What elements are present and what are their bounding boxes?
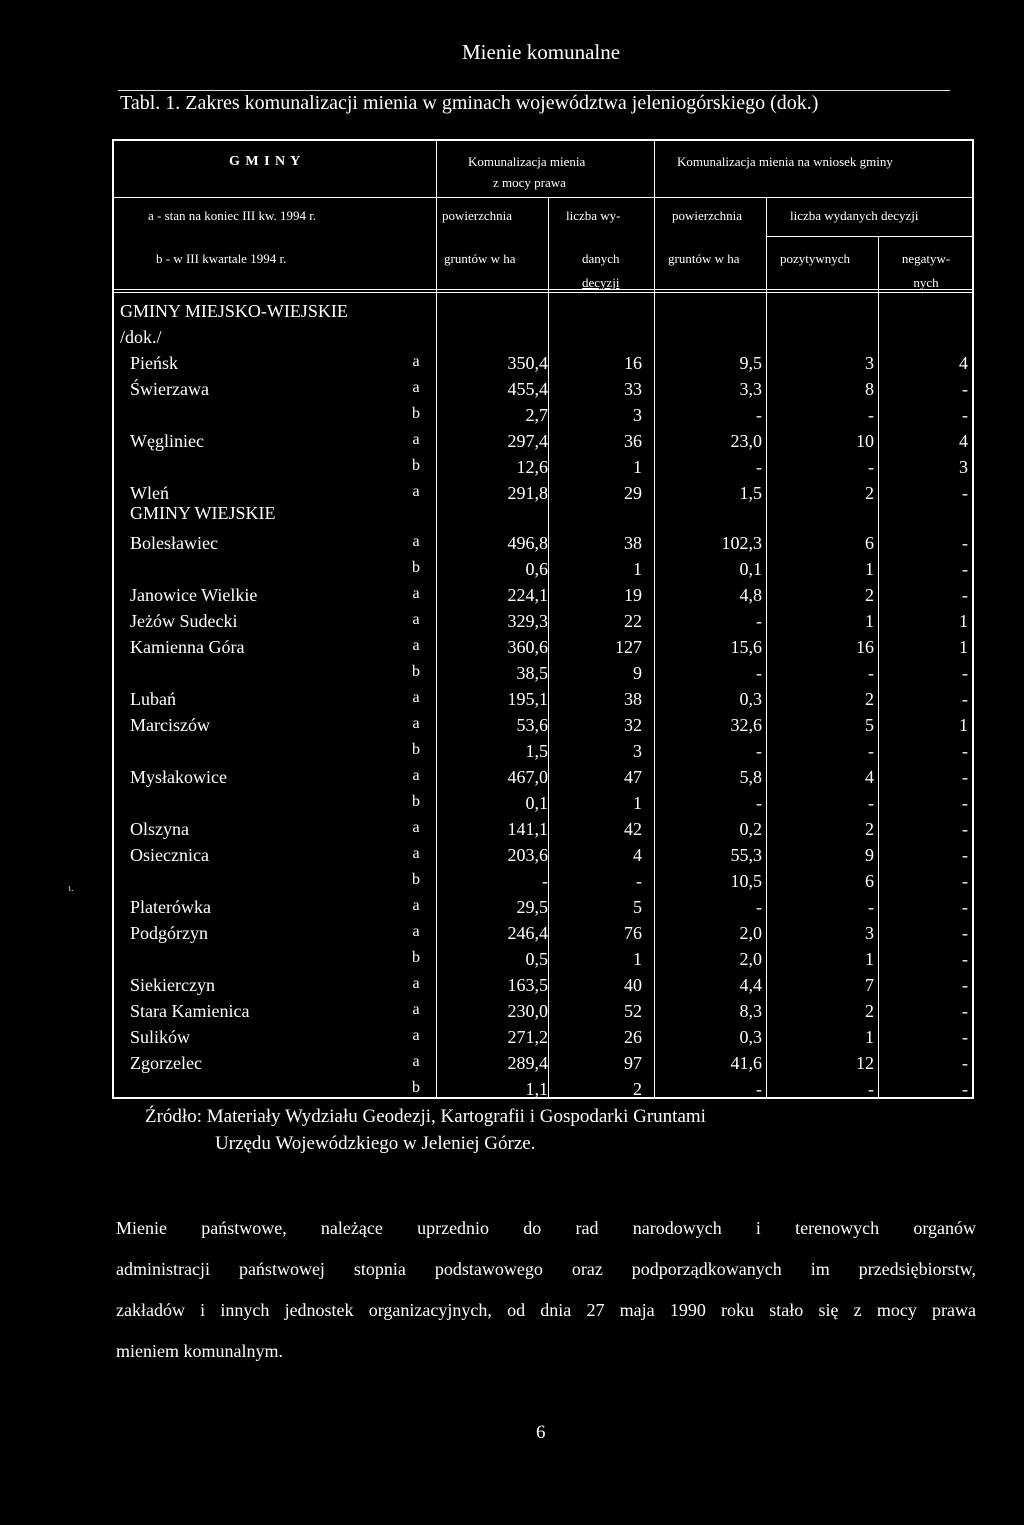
row-gmina-name: Kamienna Góra — [130, 637, 245, 657]
cell-decisions-law: 52 — [624, 1001, 642, 1021]
cell-decisions-law: - — [636, 871, 642, 891]
cell-positive: 1 — [865, 611, 874, 631]
cell-negative: - — [962, 405, 968, 425]
cell-negative: 4 — [959, 431, 968, 451]
cell-decisions-law: 1 — [633, 457, 642, 477]
cell-area-request: 4,4 — [739, 975, 762, 995]
cell-negative: - — [962, 897, 968, 917]
cell-area-law: 271,2 — [507, 1027, 548, 1047]
row-gmina-name: Pieńsk — [130, 353, 179, 373]
table-row — [114, 457, 976, 483]
cell-decisions-law: 32 — [624, 715, 642, 735]
cell-area-law: 297,4 — [507, 431, 548, 451]
cell-area-request: 0,2 — [739, 819, 762, 839]
cell-area-request: 0,3 — [739, 1027, 762, 1047]
cell-decisions-law: 16 — [624, 353, 642, 373]
cell-area-request: - — [756, 1079, 762, 1099]
cell-negative: - — [962, 1053, 968, 1073]
header-legend-b: b - w III kwartale 1994 r. — [156, 251, 287, 266]
cell-decisions-law: 36 — [624, 431, 642, 451]
cell-positive: - — [868, 457, 874, 477]
row-period-flag: a — [412, 689, 420, 706]
table-row — [114, 897, 976, 923]
cell-area-request: 4,8 — [739, 585, 762, 605]
cell-decisions-law: 3 — [633, 405, 642, 425]
row-period-flag: a — [412, 923, 420, 940]
table-row — [114, 405, 976, 431]
cell-negative: - — [962, 1001, 968, 1021]
cell-negative: - — [962, 741, 968, 761]
cell-positive: - — [868, 405, 874, 425]
cell-area-request: - — [756, 405, 762, 425]
row-period-flag: a — [412, 353, 420, 370]
cell-decisions-law: 33 — [624, 379, 642, 399]
row-period-flag: b — [412, 949, 420, 966]
cell-decisions-law: 9 — [633, 663, 642, 683]
cell-area-request: 3,3 — [739, 379, 762, 399]
cell-negative: - — [962, 1079, 968, 1099]
cell-negative: - — [962, 533, 968, 553]
cell-area-request: 0,1 — [739, 559, 762, 579]
cell-area-request: 1,5 — [739, 483, 762, 503]
row-period-flag: b — [412, 559, 420, 576]
header-liczba1-a: liczba wy- — [566, 208, 621, 223]
row-gmina-name: Bolesławiec — [130, 533, 218, 553]
cell-area-request: 41,6 — [730, 1053, 762, 1073]
table-row — [114, 533, 976, 559]
table-row — [114, 1079, 976, 1105]
cell-decisions-law: 38 — [624, 533, 642, 553]
row-gmina-name: Platerówka — [130, 897, 211, 917]
cell-positive: 3 — [865, 353, 874, 373]
cell-area-law: 329,3 — [507, 611, 548, 631]
table-row — [114, 1001, 976, 1027]
cell-negative: - — [962, 819, 968, 839]
cell-area-law: 203,6 — [507, 845, 548, 865]
row-period-flag: b — [412, 871, 420, 888]
cell-positive: 1 — [865, 949, 874, 969]
row-period-flag: a — [412, 819, 420, 836]
row-gmina-name: Marciszów — [130, 715, 210, 735]
data-table — [112, 139, 974, 1099]
cell-negative: - — [962, 379, 968, 399]
cell-positive: 16 — [856, 637, 874, 657]
row-gmina-name: Janowice Wielkie — [130, 585, 258, 605]
source-line-2: Urzędu Wojewódzkiego w Jeleniej Górze. — [215, 1133, 536, 1154]
cell-area-law: 1,1 — [525, 1079, 548, 1099]
table-row — [114, 585, 976, 611]
row-period-flag: b — [412, 405, 420, 422]
cell-decisions-law: 22 — [624, 611, 642, 631]
cell-area-law: 0,5 — [525, 949, 548, 969]
cell-decisions-law: 76 — [624, 923, 642, 943]
table-row — [114, 483, 976, 509]
cell-positive: 1 — [865, 559, 874, 579]
header-liczba1-b: danych — [582, 251, 620, 266]
cell-positive: - — [868, 897, 874, 917]
cell-area-request: - — [756, 457, 762, 477]
header-kom-z-mocy-1: Komunalizacja mienia — [468, 154, 586, 169]
paragraph-line: administracji państwowej stopnia podstawowego oraz podporządkowanych im przedsiębiorstw, — [116, 1259, 976, 1279]
row-gmina-name: Olszyna — [130, 819, 189, 839]
cell-negative: - — [962, 871, 968, 891]
header-pow1-a: powierzchnia — [442, 208, 513, 223]
cell-positive: 2 — [865, 689, 874, 709]
cell-area-law: 0,6 — [525, 559, 548, 579]
row-gmina-name: Siekierczyn — [130, 975, 215, 995]
table-row — [114, 871, 976, 897]
table-row — [114, 379, 976, 405]
cell-area-request: 2,0 — [739, 949, 762, 969]
stray-mark: ι. — [68, 882, 74, 894]
source-line-1: Źródło: Materiały Wydziału Geodezji, Kartografii i Gospodarki Gruntami — [145, 1106, 706, 1127]
page-number: 6 — [536, 1422, 546, 1443]
running-head: Mienie komunalne — [462, 40, 621, 64]
row-period-flag: b — [412, 741, 420, 758]
body-paragraph — [116, 1208, 976, 1372]
cell-negative: - — [962, 949, 968, 969]
cell-positive: 6 — [865, 533, 874, 553]
cell-area-request: 55,3 — [730, 845, 762, 865]
table-row — [114, 559, 976, 585]
cell-area-law: 230,0 — [507, 1001, 548, 1021]
cell-negative: - — [962, 585, 968, 605]
cell-positive: 2 — [865, 1001, 874, 1021]
header-poz: pozytywnych — [780, 251, 851, 266]
row-gmina-name: Wleń — [130, 483, 169, 503]
cell-positive: 2 — [865, 483, 874, 503]
cell-decisions-law: 3 — [633, 741, 642, 761]
cell-negative: - — [962, 483, 968, 503]
cell-positive: - — [868, 663, 874, 683]
table-title: Tabl. 1. Zakres komunalizacji mienia w gminach województwa jeleniogórskiego (dok.) — [120, 92, 819, 114]
cell-area-law: 0,1 — [525, 793, 548, 813]
cell-decisions-law: 47 — [624, 767, 642, 787]
row-period-flag: a — [412, 431, 420, 448]
cell-negative: - — [962, 793, 968, 813]
cell-area-law: 224,1 — [507, 585, 548, 605]
row-gmina-name: Zgorzelec — [130, 1053, 202, 1073]
cell-positive: - — [868, 741, 874, 761]
cell-area-law: 2,7 — [525, 405, 548, 425]
cell-decisions-law: 26 — [624, 1027, 642, 1047]
cell-negative: - — [962, 1027, 968, 1047]
cell-area-law: - — [542, 871, 548, 891]
source-note — [145, 1103, 706, 1157]
row-gmina-name: Sulików — [130, 1027, 191, 1047]
cell-decisions-law: 5 — [633, 897, 642, 917]
cell-area-request: 9,5 — [739, 353, 762, 373]
cell-positive: 10 — [856, 431, 874, 451]
table-row — [114, 923, 976, 949]
row-gmina-name: Stara Kamienica — [130, 1001, 250, 1021]
cell-positive: 6 — [865, 871, 874, 891]
cell-area-law: 38,5 — [516, 663, 548, 683]
cell-positive: - — [868, 793, 874, 813]
cell-negative: - — [962, 767, 968, 787]
cell-area-request: 32,6 — [730, 715, 762, 735]
cell-decisions-law: 127 — [615, 637, 642, 657]
cell-area-request: 102,3 — [721, 533, 762, 553]
table-row — [114, 1027, 976, 1053]
cell-area-request: 23,0 — [730, 431, 762, 451]
cell-decisions-law: 97 — [624, 1053, 642, 1073]
cell-area-law: 246,4 — [507, 923, 548, 943]
cell-positive: 2 — [865, 819, 874, 839]
cell-area-request: 5,8 — [739, 767, 762, 787]
cell-positive: 4 — [865, 767, 874, 787]
header-kom-wniosek: Komunalizacja mienia na wniosek gminy — [677, 154, 893, 169]
table-row — [114, 637, 976, 663]
header-pow2-a: powierzchnia — [672, 208, 743, 223]
row-period-flag: a — [412, 1027, 420, 1044]
cell-decisions-law: 2 — [633, 1079, 642, 1099]
header-rule-1 — [114, 197, 972, 198]
cell-negative: - — [962, 845, 968, 865]
table-row — [114, 611, 976, 637]
row-period-flag: a — [412, 1053, 420, 1070]
row-period-flag: a — [412, 845, 420, 862]
cell-area-law: 12,6 — [516, 457, 548, 477]
cell-negative: - — [962, 663, 968, 683]
row-period-flag: a — [412, 1001, 420, 1018]
row-period-flag: a — [412, 533, 420, 550]
row-period-flag: a — [412, 483, 420, 500]
row-period-flag: a — [412, 975, 420, 992]
row-gmina-name: Jeżów Sudecki — [130, 611, 238, 631]
section-miejsko-wiejskie: GMINY MIEJSKO-WIEJSKIE — [120, 301, 348, 321]
cell-positive: 9 — [865, 845, 874, 865]
cell-decisions-law: 40 — [624, 975, 642, 995]
paragraph-line: mieniem komunalnym. — [116, 1341, 283, 1361]
table-row — [114, 975, 976, 1001]
header-liczba2: liczba wydanych decyzji — [790, 208, 919, 223]
table-row — [114, 949, 976, 975]
row-period-flag: b — [412, 1079, 420, 1096]
row-period-flag: a — [412, 379, 420, 396]
cell-area-law: 1,5 — [525, 741, 548, 761]
cell-area-law: 455,4 — [507, 379, 548, 399]
row-period-flag: a — [412, 715, 420, 732]
cell-positive: 2 — [865, 585, 874, 605]
cell-decisions-law: 19 — [624, 585, 642, 605]
section-wiejskie: GMINY WIEJSKIE — [130, 503, 276, 523]
header-kom-z-mocy-2: z mocy prawa — [493, 175, 566, 190]
cell-positive: 3 — [865, 923, 874, 943]
cell-area-request: - — [756, 663, 762, 683]
cell-positive: 5 — [865, 715, 874, 735]
header-legend-a: a - stan na koniec III kw. 1994 r. — [148, 208, 317, 223]
paragraph-line: Mienie państwowe, należące uprzednio do rad narodowych i terenowych organów — [116, 1218, 976, 1238]
table-row — [114, 793, 976, 819]
cell-decisions-law: 1 — [633, 559, 642, 579]
paragraph-line: zakładów i innych jednostek organizacyjnych, od dnia 27 maja 1990 roku stało się z mocy prawa — [116, 1300, 976, 1320]
row-gmina-name: Lubań — [130, 689, 176, 709]
header-gminy: G M I N Y — [229, 154, 302, 169]
header-rule-bottom-2 — [114, 292, 972, 293]
cell-negative: 1 — [959, 611, 968, 631]
cell-area-request: 2,0 — [739, 923, 762, 943]
row-period-flag: b — [412, 793, 420, 810]
cell-area-law: 350,4 — [507, 353, 548, 373]
header-rule-decisions — [766, 236, 972, 237]
table-row — [114, 1053, 976, 1079]
table-row — [114, 431, 976, 457]
header-neg-b: nych — [913, 275, 939, 290]
cell-area-request: 8,3 — [739, 1001, 762, 1021]
cell-area-request: - — [756, 897, 762, 917]
row-period-flag: b — [412, 663, 420, 680]
cell-positive: 8 — [865, 379, 874, 399]
cell-negative: - — [962, 559, 968, 579]
title-rule — [118, 90, 950, 91]
cell-negative: 3 — [959, 457, 968, 477]
row-gmina-name: Osiecznica — [130, 845, 209, 865]
row-gmina-name: Podgórzyn — [130, 923, 208, 943]
table-row — [114, 715, 976, 741]
table-row — [114, 663, 976, 689]
cell-decisions-law: 29 — [624, 483, 642, 503]
cell-area-request: 15,6 — [730, 637, 762, 657]
cell-area-law: 53,6 — [516, 715, 548, 735]
cell-area-law: 496,8 — [507, 533, 548, 553]
header-neg-a: negatyw- — [901, 251, 951, 266]
table-row — [114, 845, 976, 871]
cell-area-request: - — [756, 611, 762, 631]
cell-area-law: 29,5 — [516, 897, 548, 917]
cell-negative: - — [962, 975, 968, 995]
cell-decisions-law: 38 — [624, 689, 642, 709]
row-period-flag: a — [412, 897, 420, 914]
header-pow1-b: gruntów w ha — [444, 251, 516, 266]
cell-positive: 7 — [865, 975, 874, 995]
cell-area-request: - — [756, 741, 762, 761]
row-period-flag: a — [412, 637, 420, 654]
table-row — [114, 819, 976, 845]
cell-decisions-law: 42 — [624, 819, 642, 839]
cell-area-request: 0,3 — [739, 689, 762, 709]
cell-negative: 1 — [959, 637, 968, 657]
row-period-flag: a — [412, 611, 420, 628]
cell-negative: - — [962, 923, 968, 943]
cell-negative: 4 — [959, 353, 968, 373]
cell-area-law: 195,1 — [507, 689, 548, 709]
cell-negative: 1 — [959, 715, 968, 735]
row-period-flag: a — [412, 767, 420, 784]
row-period-flag: a — [412, 585, 420, 602]
cell-positive: 1 — [865, 1027, 874, 1047]
table-row — [114, 689, 976, 715]
cell-area-request: - — [756, 793, 762, 813]
cell-area-request: 10,5 — [730, 871, 762, 891]
cell-area-law: 291,8 — [507, 483, 548, 503]
cell-positive: 12 — [856, 1053, 874, 1073]
cell-area-law: 141,1 — [507, 819, 548, 839]
cell-decisions-law: 1 — [633, 793, 642, 813]
cell-negative: - — [962, 689, 968, 709]
header-rule-bottom — [114, 289, 972, 290]
header-pow2-b: gruntów w ha — [668, 251, 740, 266]
table-row — [114, 767, 976, 793]
cell-positive: - — [868, 1079, 874, 1099]
header-liczba1-c: decyzji — [582, 275, 620, 290]
table-row — [114, 741, 976, 767]
cell-decisions-law: 1 — [633, 949, 642, 969]
cell-decisions-law: 4 — [633, 845, 642, 865]
cell-area-law: 360,6 — [507, 637, 548, 657]
row-period-flag: b — [412, 457, 420, 474]
cell-area-law: 289,4 — [507, 1053, 548, 1073]
table-row — [114, 353, 976, 379]
row-gmina-name: Świerzawa — [130, 379, 209, 399]
section-miejsko-wiejskie-dok: /dok./ — [120, 327, 162, 347]
row-gmina-name: Mysłakowice — [130, 767, 227, 787]
row-gmina-name: Węgliniec — [130, 431, 204, 451]
cell-area-law: 163,5 — [507, 975, 548, 995]
cell-area-law: 467,0 — [507, 767, 548, 787]
